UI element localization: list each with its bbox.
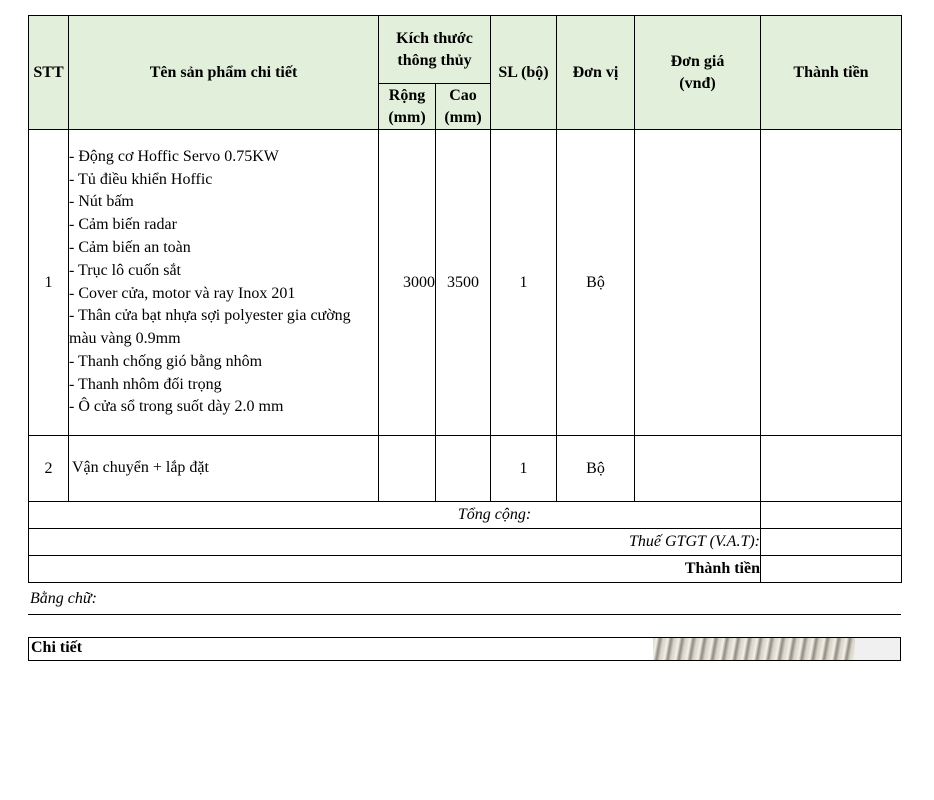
header-price-line2: (vnđ) [679,74,716,92]
list-item: - Thanh chống gió bằng nhôm [69,352,263,370]
grand-total-row [29,556,902,583]
list-item: - Tủ điều khiển Hoffic [69,170,213,188]
header-height-line1: Cao [449,86,477,104]
quotation-sheet [28,15,901,583]
header-product: Tên sản phẩm chi tiết [69,16,379,130]
header-height [436,84,491,130]
row1-height: 3500 [436,130,491,436]
row1-price [635,130,761,436]
list-item: - Thanh nhôm đối trọng [69,375,222,393]
list-item: - Cảm biến radar [69,216,177,234]
header-width-line1: Rộng [388,86,426,104]
row2-height [436,436,491,502]
vat-row [29,529,902,556]
list-item: - Cover cửa, motor và ray Inox 201 [69,284,296,302]
row1-unit: Bộ [557,130,635,436]
header-price-line1: Đơn giá [670,52,725,70]
list-item: - Động cơ Hoffic Servo 0.75KW [69,147,279,165]
product-photo-thumbnail [653,638,855,660]
header-shade-cell [855,638,900,660]
list-item: - Nút bấm [69,193,134,211]
header-unit: Đơn vị [557,16,635,130]
subtotal-value [761,502,902,529]
table-row [29,130,902,436]
row1-amount [761,130,902,436]
quotation-table [28,15,902,583]
row2-amount [761,436,902,502]
amount-in-words-label: Bằng chữ: [30,590,97,607]
header-width [379,84,436,130]
row2-description: Vận chuyển + lắp đặt [69,436,379,502]
list-item: - Cảm biến an toàn [69,238,191,256]
row2-price [635,436,761,502]
row2-stt: 2 [29,436,69,502]
detail-label: Chi tiết [31,639,83,656]
header-amount: Thành tiền [761,16,902,130]
amount-in-words-row [28,586,901,615]
subtotal-row [29,502,902,529]
vat-label: Thuế GTGT (V.A.T): [29,529,761,556]
header-width-line2: (mm) [388,108,426,126]
detail-section-header [28,637,901,661]
subtotal-label: Tổng cộng: [29,502,761,529]
header-stt: STT [29,16,69,130]
list-item: - Trục lô cuốn sắt [69,261,181,279]
row2-unit: Bộ [557,436,635,502]
list-item: - Ô cửa sổ trong suốt dày 2.0 mm [69,398,284,416]
grand-total-label: Thành tiền [29,556,761,583]
header-size-line1: Kích thước [396,29,473,47]
vat-value [761,529,902,556]
header-price [635,16,761,130]
header-size-group [379,16,491,84]
grand-total-value [761,556,902,583]
row1-width: 3000 [379,130,436,436]
header-height-line2: (mm) [444,108,482,126]
header-qty: SL (bộ) [491,16,557,130]
list-item: - Thân cửa bạt nhựa sợi polyester gia cường màu vàng 0.9mm [69,307,351,348]
row1-stt: 1 [29,130,69,436]
row1-qty: 1 [491,130,557,436]
row1-description [69,130,379,436]
table-row [29,436,902,502]
header-size-line2: thông thủy [397,51,472,69]
row2-qty: 1 [491,436,557,502]
row2-width [379,436,436,502]
